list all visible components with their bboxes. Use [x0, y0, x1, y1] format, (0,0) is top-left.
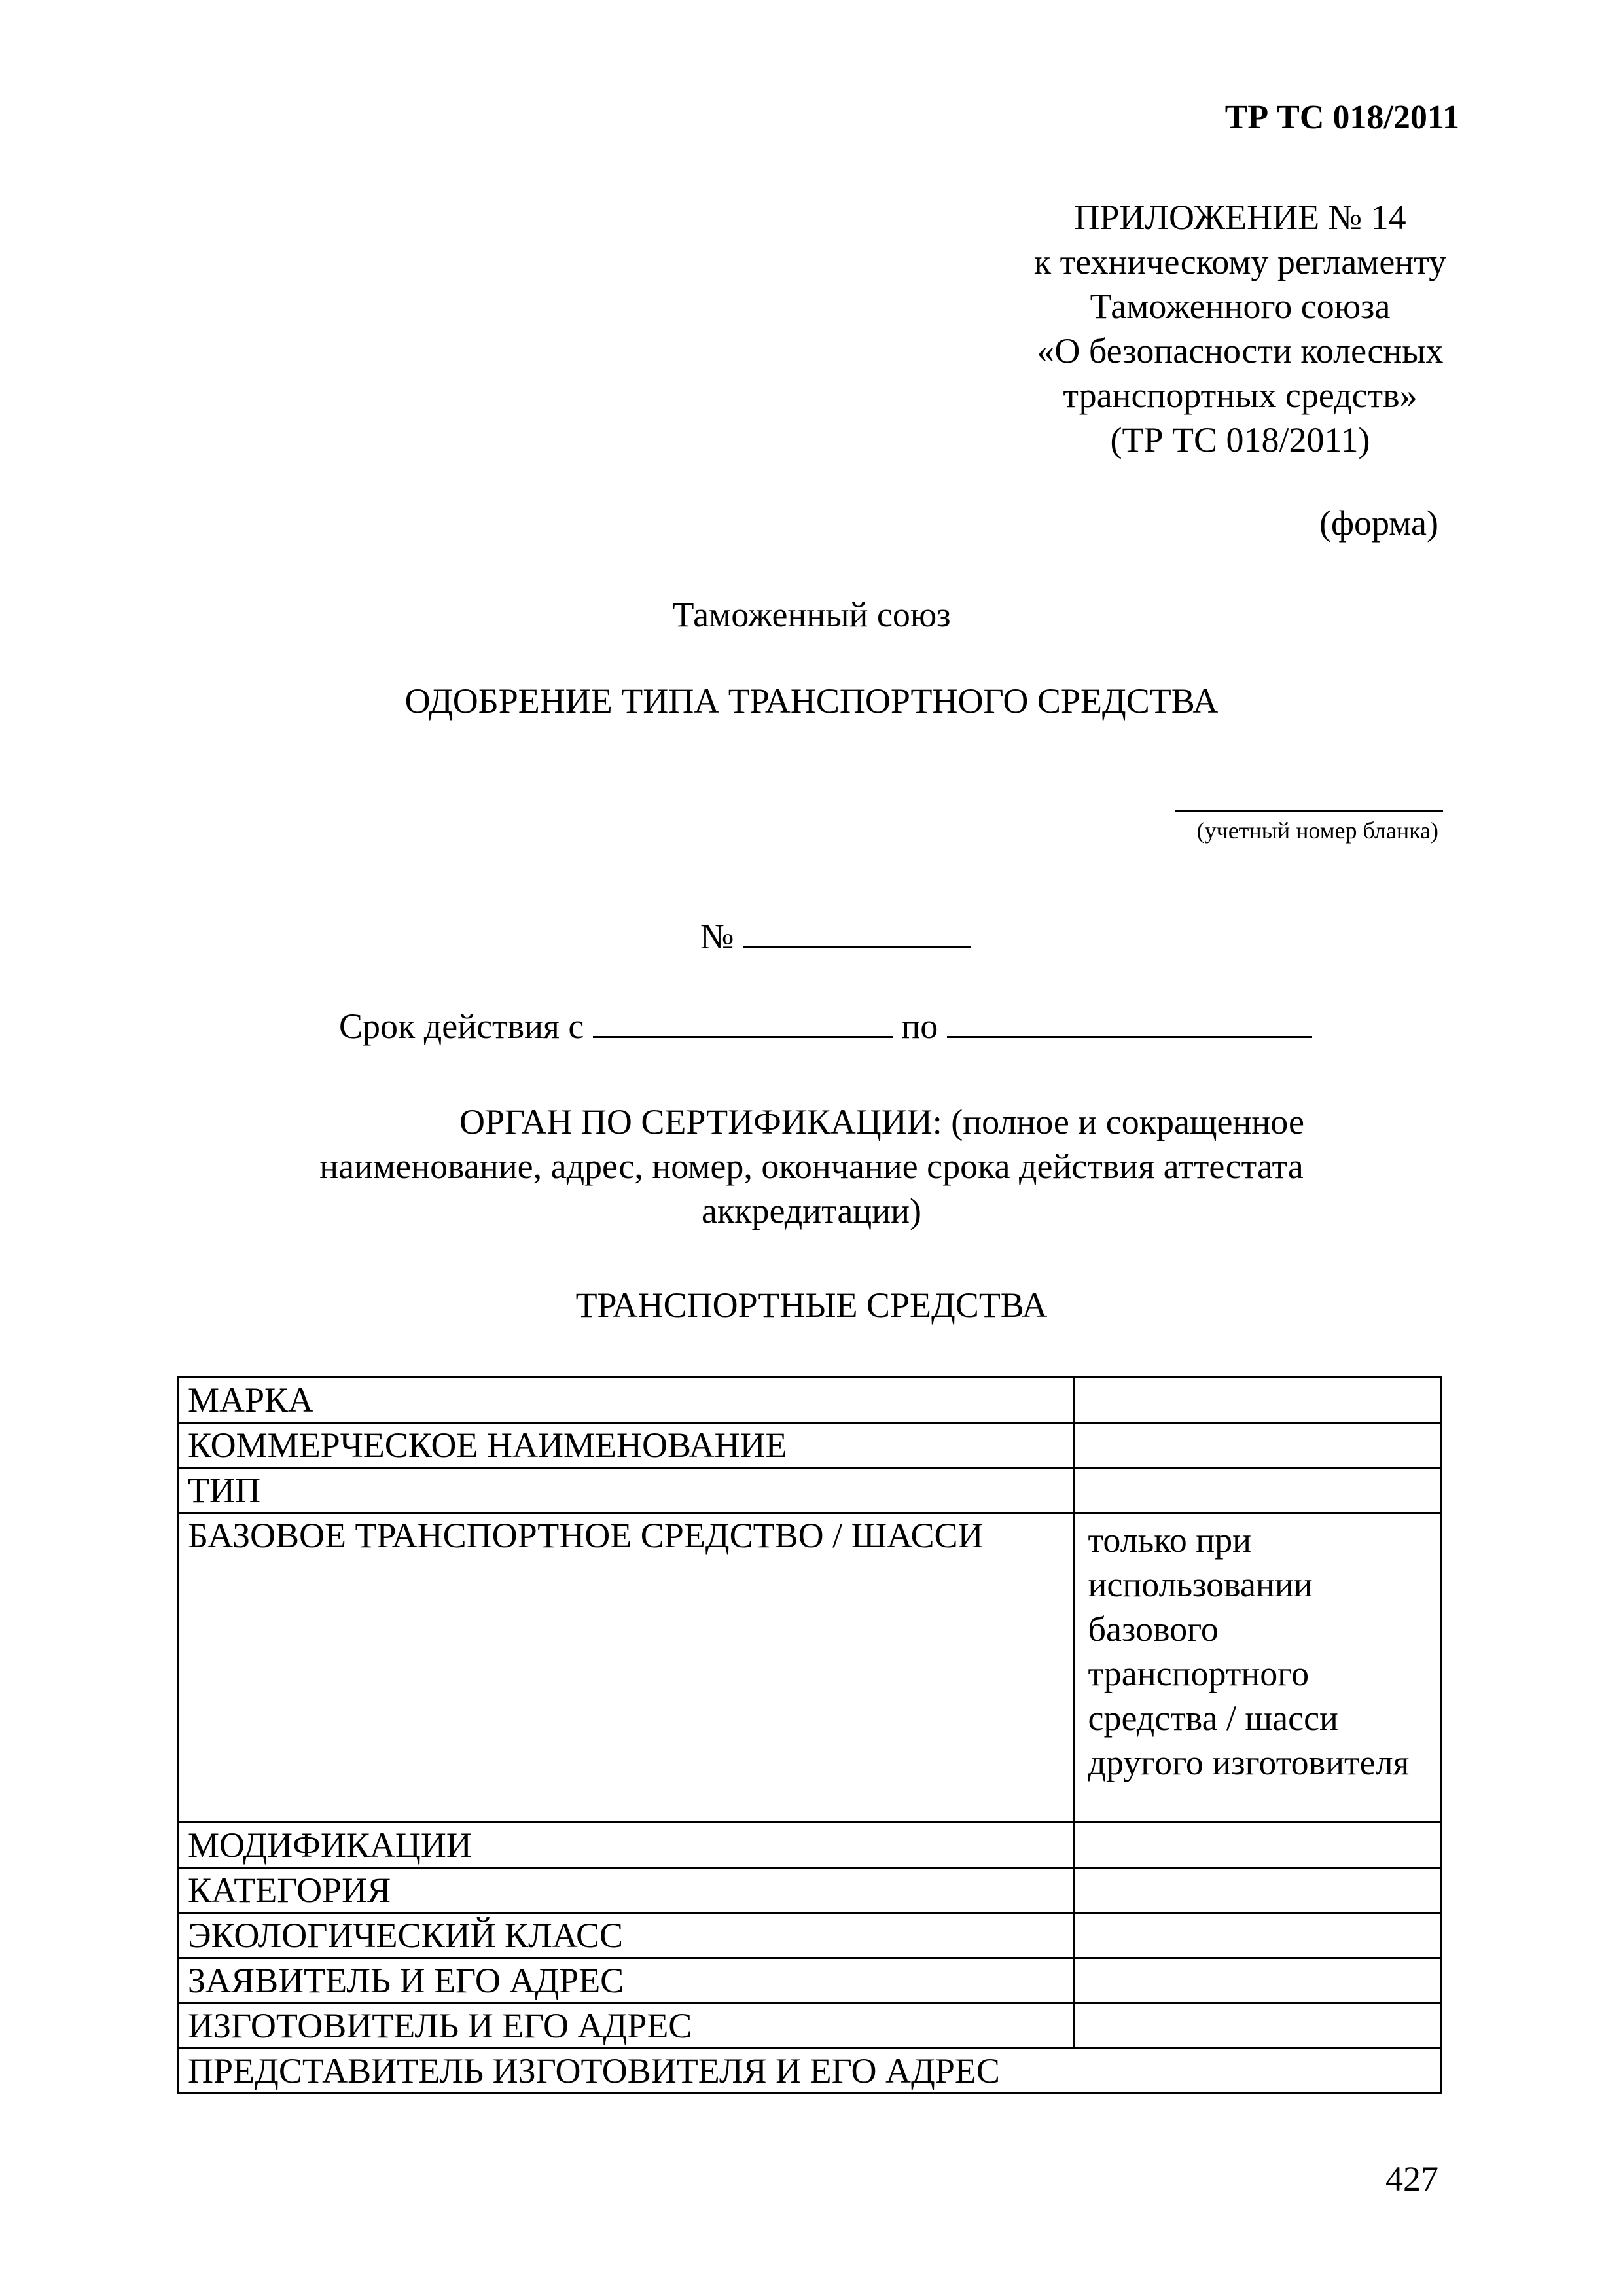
certification-body-line: наименование, адрес, номер, окончание срока действия аттестата [319, 1147, 1304, 1186]
annex-line: (ТР ТС 018/2011) [1110, 420, 1370, 459]
table-row [178, 2003, 1441, 2049]
table-row [178, 1823, 1441, 1868]
annex-line: Таможенного союза [1090, 287, 1391, 326]
row-value [1074, 2003, 1440, 2049]
row-value: только при использовании базового транспортного средства / шасси другого изготовителя [1074, 1513, 1440, 1823]
validity-from-line [593, 1007, 893, 1038]
row-value [1074, 1868, 1440, 1913]
table-row [178, 1513, 1441, 1823]
row-value [1074, 1913, 1440, 1958]
certification-body-line: ОРГАН ПО СЕРТИФИКАЦИИ: (полное и сокращенное [459, 1102, 1304, 1141]
table-row [178, 1868, 1441, 1913]
regulation-code: ТР ТС 018/2011 [1224, 99, 1459, 136]
row-label: ИЗГОТОВИТЕЛЬ И ЕГО АДРЕС [178, 2003, 1075, 2049]
table-row [178, 1423, 1441, 1468]
row-value [1074, 1958, 1440, 2003]
number-label: № [700, 917, 734, 956]
vehicle-spec-table [177, 1376, 1442, 2094]
validity-label: Срок действия с [339, 1007, 584, 1046]
row-label: ЭКОЛОГИЧЕСКИЙ КЛАСС [178, 1913, 1075, 1958]
validity-row [339, 1006, 1312, 1047]
certification-body-line: аккредитации) [702, 1191, 921, 1230]
document-title: ОДОБРЕНИЕ ТИПА ТРАНСПОРТНОГО СРЕДСТВА [404, 681, 1219, 721]
annex-line: к техническому регламенту [1033, 242, 1447, 281]
annex-block [864, 195, 1616, 462]
row-value [1074, 1468, 1440, 1513]
row-value [1074, 1423, 1440, 1468]
annex-line: транспортных средств» [1063, 376, 1418, 415]
row-label: БАЗОВОЕ ТРАНСПОРТНОЕ СРЕДСТВО / ШАССИ [178, 1513, 1075, 1823]
row-label: ЗАЯВИТЕЛЬ И ЕГО АДРЕС [178, 1958, 1075, 2003]
annex-number: ПРИЛОЖЕНИЕ № 14 [1074, 198, 1406, 237]
row-label: МОДИФИКАЦИИ [178, 1823, 1075, 1868]
number-field-line [743, 918, 971, 948]
row-value [1074, 1378, 1440, 1423]
vehicles-heading: ТРАНСПОРТНЫЕ СРЕДСТВА [575, 1285, 1048, 1325]
annex-line: «О безопасности колесных [1037, 331, 1444, 370]
table-row [178, 1468, 1441, 1513]
table-row [178, 1913, 1441, 1958]
row-label: ПРЕДСТАВИТЕЛЬ ИЗГОТОВИТЕЛЯ И ЕГО АДРЕС [178, 2049, 1075, 2094]
row-label: МАРКА [178, 1378, 1075, 1423]
form-label: (форма) [1319, 503, 1438, 543]
validity-to-line [947, 1007, 1312, 1038]
certification-body-block [249, 1100, 1374, 1233]
row-label: ТИП [178, 1468, 1075, 1513]
blank-number-caption: (учетный номер бланка) [1196, 817, 1438, 844]
row-value [1074, 2049, 1440, 2094]
row-label: КОММЕРЧЕСКОЕ НАИМЕНОВАНИЕ [178, 1423, 1075, 1468]
row-value [1074, 1823, 1440, 1868]
page-number: 427 [1385, 2159, 1438, 2198]
row-label: КАТЕГОРИЯ [178, 1868, 1075, 1913]
table-row [178, 2049, 1441, 2094]
table-row [178, 1378, 1441, 1423]
blank-number-line [1175, 810, 1443, 812]
table-row [178, 1958, 1441, 2003]
customs-union-heading: Таможенный союз [672, 595, 951, 634]
number-row [700, 916, 971, 957]
validity-to-label: по [901, 1007, 938, 1046]
